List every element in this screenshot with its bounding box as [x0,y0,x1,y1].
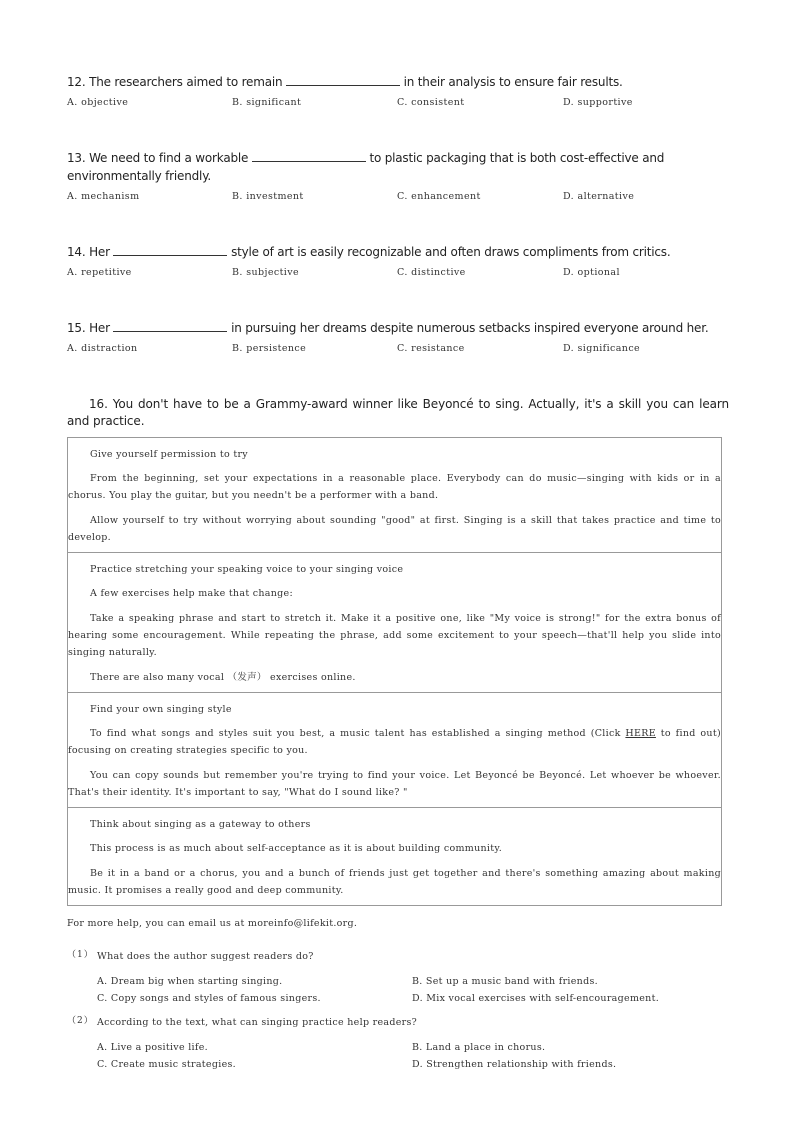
stem-text: 15. Her [67,321,114,335]
paragraph: You can copy sounds but remember you're trying to find your voice. Let Beyoncé be Beyoncé. Let whoever be whoever. That's their identity. It's important to say, "What do I sound like? " [68,770,721,798]
help-line: For more help, you can email us at moreinfo@lifekit.org. [67,918,358,929]
options-row [67,97,732,113]
option-d: D. alternative [563,191,635,202]
option-a: A. Dream big when starting singing. [97,976,283,987]
paragraph-text: to find out) focusing on creating strategies specific to you. [68,728,721,756]
option-a: A. mechanism [67,191,140,202]
passage-section-1 [68,438,721,552]
subquestion-stem: What does the author suggest readers do? [97,951,314,962]
option-c: C. distinctive [397,267,466,278]
subquestion-number: （1） [67,950,94,960]
section-heading: Find your own singing style [90,704,232,715]
option-d: D. Strengthen relationship with friends. [412,1059,617,1070]
paragraph: From the beginning, set your expectations in a reasonable place. Everybody can do music—singing with kids or in a chorus. You play the guitar, but you needn't be a performer with a band. [68,473,721,501]
stem-text: 12. The researchers aimed to remain [67,75,287,89]
options-row [67,267,732,283]
question-16-intro: 16. You don't have to be a Grammy-award winner like Beyoncé to sing. Actually, it's a skill you can learn and practice. [67,397,729,428]
paragraph [68,725,721,759]
options-row [67,343,732,359]
paragraph: This process is as much about self-acceptance as it is about building community. [90,843,503,854]
option-b: B. subjective [232,267,300,278]
subquestion-stem: According to the text, what can singing practice help readers? [97,1017,418,1028]
option-b: B. persistence [232,343,307,354]
question-15 [67,319,732,359]
option-c: C. Create music strategies. [97,1059,236,1070]
section-heading: Think about singing as a gateway to others [90,819,311,830]
subquestion-2 [67,1017,727,1077]
section-heading: Practice stretching your speaking voice to your singing voice [90,564,404,575]
option-b: B. significant [232,97,302,108]
question-stem [67,243,732,261]
option-d: D. Mix vocal exercises with self-encouragement. [412,993,660,1004]
option-c: C. resistance [397,343,465,354]
paragraph-text: To find what songs and styles suit you best, a music talent has established a singing method (Click [90,728,626,739]
option-a: A. distraction [67,343,138,354]
stem-text: to plastic packaging that is both cost-effective and environmentally friendly. [67,151,665,183]
stem-text: in pursuing her dreams despite numerous setbacks inspired everyone around her. [227,321,709,335]
paragraph: Take a speaking phrase and start to stretch it. Make it a positive one, like "My voice is strong!" for the extra bonus of hearing some encouragement. While repeating the phrase, add some excitement to your speech—that'll help you slide into singing naturally. [68,613,721,658]
stem-text: 14. Her [67,245,114,259]
here-link[interactable]: HERE [625,728,656,739]
options-row [67,191,732,207]
answer-blank [113,243,227,256]
passage-section-4 [68,807,721,905]
answer-blank [286,73,400,86]
paragraph: Be it in a band or a chorus, you and a bunch of friends just get together and there's something amazing about making music. It promises a really good and deep community. [68,868,721,896]
option-d: D. significance [563,343,641,354]
option-d: D. optional [563,267,620,278]
option-c: C. enhancement [397,191,481,202]
option-a: A. objective [67,97,129,108]
stem-text: style of art is easily recognizable and often draws compliments from critics. [227,245,671,259]
option-a: A. repetitive [67,267,132,278]
option-c: C. Copy songs and styles of famous singers. [97,993,321,1004]
option-a: A. Live a positive life. [97,1042,208,1053]
option-b: B. Land a place in chorus. [412,1042,546,1053]
stem-text: in their analysis to ensure fair results. [400,75,623,89]
paragraph: Allow yourself to try without worrying about sounding "good" at first. Singing is a skill that takes practice and time to develop. [68,515,721,543]
reading-passage [67,437,722,906]
question-13 [67,149,732,207]
passage-section-2 [68,552,721,692]
answer-blank [252,149,366,162]
paragraph: There are also many vocal （发声） exercises online. [90,672,356,683]
question-stem [67,149,732,185]
question-14 [67,243,732,283]
paragraph: A few exercises help make that change: [90,588,293,599]
option-d: D. supportive [563,97,633,108]
question-stem [67,73,732,91]
section-heading: Give yourself permission to try [90,449,248,460]
option-b: B. investment [232,191,304,202]
option-b: B. Set up a music band with friends. [412,976,598,987]
question-12 [67,73,732,113]
stem-text: 13. We need to find a workable [67,151,252,165]
option-c: C. consistent [397,97,465,108]
answer-blank [113,319,227,332]
subquestion-number: （2） [67,1016,94,1026]
passage-section-3 [68,692,721,807]
subquestion-1 [67,951,727,1011]
question-stem [67,319,732,337]
